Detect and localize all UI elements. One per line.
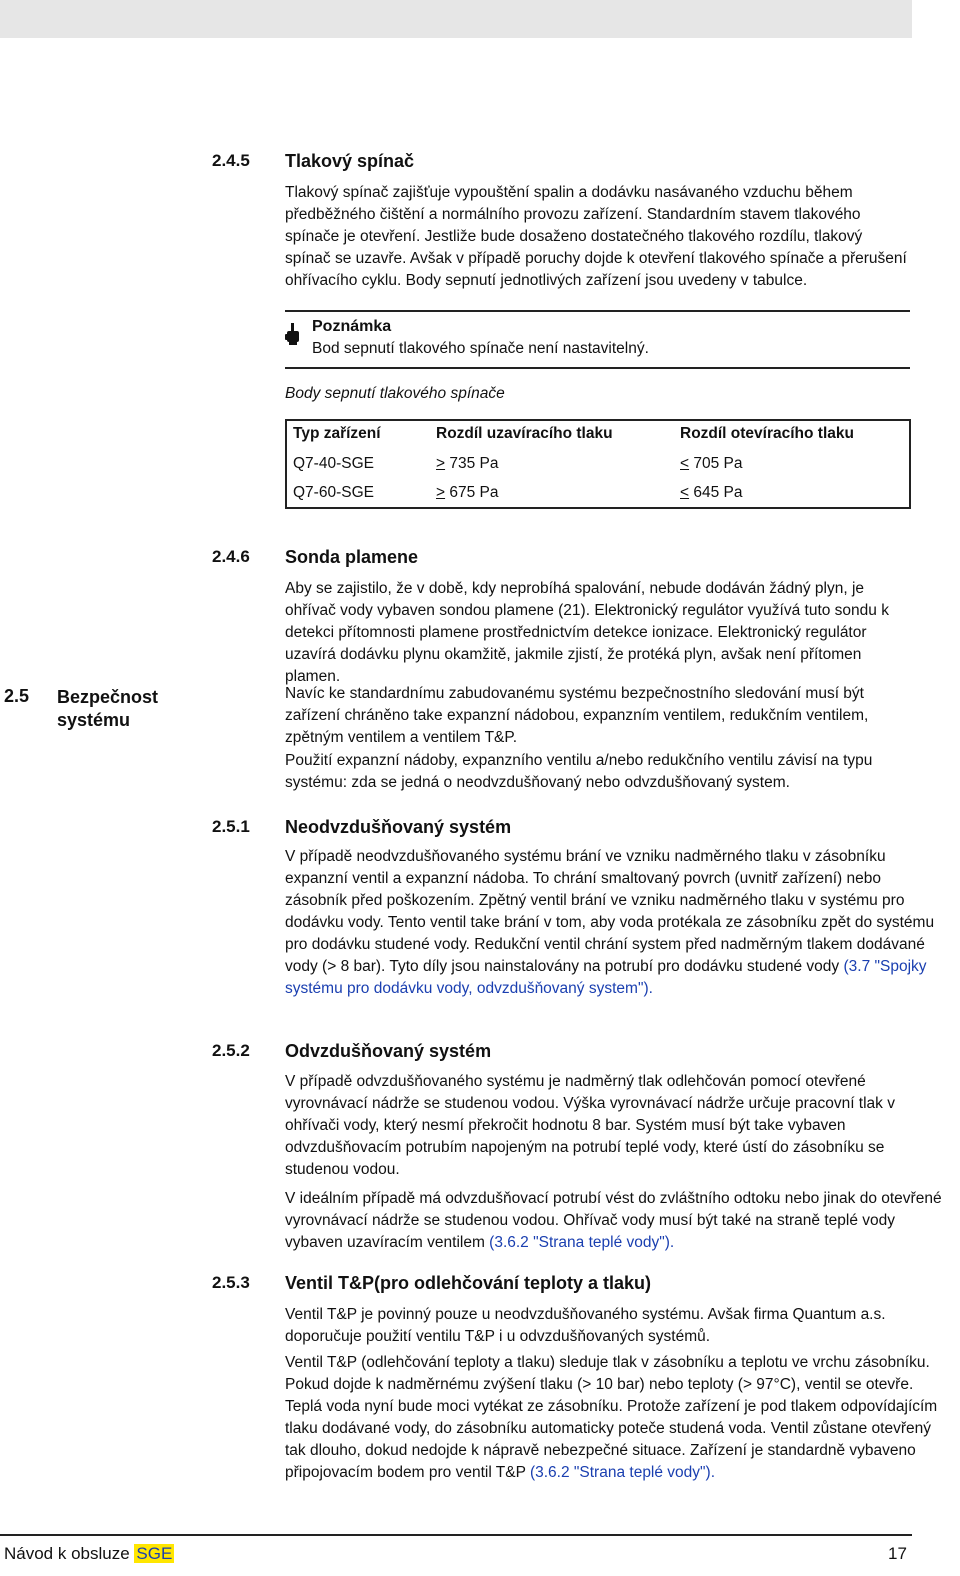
brand-highlight: SGE (136, 1544, 173, 1563)
section-title-tp-valve: Ventil T&P(pro odlehčování teploty a tlaku) (285, 1273, 652, 1293)
tp-valve-paragraph-1: Ventil T&P je povinný pouze u neodvzdušňovaného systému. Avšak firma Quantum a.s. doporučuje použití ventilu T&P i u odvzdušňovaných systémů. (285, 1306, 886, 1345)
note-text: Bod sepnutí tlakového spínače není nastavitelný. (312, 340, 649, 357)
note-bottom-rule (285, 367, 910, 369)
section-number-2-5-3: 2.5.3 (212, 1273, 250, 1292)
table-row (286, 449, 910, 478)
cell-type: Q7-60-SGE (293, 484, 374, 501)
section-title-flame-probe: Sonda plamene (285, 547, 419, 567)
section-number-2-4-5: 2.4.5 (212, 151, 250, 170)
section-number-2-5-1: 2.5.1 (212, 817, 250, 836)
system-safety-paragraph-1: Navíc ke standardnímu zabudovanému systému bezpečnostního sledování musí být zařízení chráněno take expanzní nádobou, expanzním ventilem, redukčním ventilem, zpětným ventilem a ventilem T&P. (285, 685, 869, 746)
table-row (286, 478, 910, 508)
pressure-switch-paragraph: Tlakový spínač zajišťuje vypouštění spalin a dodávku nasávaného vzduchu během předběžného čištění a normálního provozu zařízení. Standardním stavem tlakového spínače je otevření. Jestliže bude dosaženo dostatečného tlakového rozdílu, tlakový spínač se uzavře. Avšak v případě poruchy dojde k otevření tlakového spínače a přerušení ohřívacího cyklu. Body sepnutí jednotlivých zařízení jsou uvedeny v tabulce. (285, 184, 907, 289)
pointing-hand-icon (284, 322, 302, 346)
note-title: Poznámka (312, 318, 392, 335)
section-number-2-5: 2.5 (4, 686, 30, 706)
cell-closing: > 735 Pa (436, 455, 499, 472)
tp-valve-paragraph-2: Ventil T&P (odlehčování teploty a tlaku) sleduje tlak v zásobníku a teplotu ve vrchu zásobníku. Pokud dojde k nadměrnému zvýšení tlaku (> 10 bar) nebo teploty (> 97°C), ventil se otevře. Teplá voda nyní bude moci vytékat ze zásobníku. Protože zařízení je pod tlakem odpovídajícím tlaku dodávané vody, do zásobníku automaticky poteče studená voda. Ventil zůstane otevřený tak dlouho, dokud nedojde k nápravě nebezpečné situace. Zařízení je standardně vybaveno připojovacím bodem pro ventil T&P (3.6.2 "Strana teplé vody"). (285, 1354, 938, 1481)
header-closing-pressure: Rozdíl uzavíracího tlaku (436, 425, 613, 442)
header-device-type: Typ zařízení (293, 425, 381, 442)
footer-rule (0, 1534, 912, 1536)
cell-opening: < 705 Pa (680, 455, 743, 472)
header-opening-pressure: Rozdíl otevíracího tlaku (680, 425, 854, 442)
cell-opening: < 645 Pa (680, 484, 743, 501)
unvented-system-paragraph: V případě neodvzdušňovaného systému brání ve vzniku nadměrného tlaku v zásobníku expanzní ventil a expanzní nádoba. To chrání smaltovaný povrch (uvnitř zařízení) nebo zásobník před poškozením. Zpětný ventil brání ve vzniku nadměrného tlaku v systému pro dodávku vody. Tento ventil take brání v tom, aby voda protékala ze zásobníku zpět do systému pro dodávku studené vody. Redukční ventil chrání system před nadměrným tlakem dodávané vody (> 8 bar). Tyto díly jsou nainstalovány na potrubí pro dodávku studené vody (3.7 "Spojky systému pro dodávku vody, odvzdušňovaný system"). (285, 848, 935, 997)
section-title-pressure-switch: Tlakový spínač (285, 151, 415, 171)
section-title-system-safety: Bezpečnost systému (57, 687, 159, 730)
link-3-6-2[interactable]: (3.6.2 "Strana teplé vody"). (489, 1234, 675, 1251)
link-3-6-2-b[interactable]: (3.6.2 "Strana teplé vody"). (529, 1464, 716, 1481)
link-3-7[interactable]: (3.7 "Spojky systému pro dodávku vody, odvzdušňovaný system"). (285, 958, 927, 997)
pressure-table (285, 419, 911, 509)
system-safety-paragraph-2: Použití expanzní nádoby, expanzního ventilu a/nebo redukčního ventilu závisí na typu systému: zda se jedná o neodvzdušňovaný nebo odvzdušňovaný system. (285, 752, 873, 791)
vented-system-paragraph-1: V případě odvzdušňovaného systému je nadměrný tlak odlehčován pomocí otevřené vyrovnávací nádrže se studenou vodou. Výška vyrovnávací nádrže určuje pracovní tlak v ohřívači vody, který nesmí překročit hodnotu 8 bar. Systém musí být take vybaven odvzdušňovacím potrubím napojeným na potrubí teplé vody, které ústí do zásobníku se studenou vodou. (285, 1073, 895, 1178)
cell-closing: > 675 Pa (436, 484, 499, 501)
section-number-2-4-6: 2.4.6 (212, 547, 250, 566)
note-top-rule (285, 310, 910, 312)
section-title-unvented-system: Neodvzdušňovaný systém (285, 817, 512, 837)
top-bar (0, 0, 912, 38)
vented-system-paragraph-2: V ideálním případě má odvzdušňovací potrubí vést do zvláštního odtoku nebo jinak do otevřené vyrovnávací nádrže se studenou vodou. Ohřívač vody musí být také na straně teplé vody vybaven uzavíracím ventilem (3.6.2 "Strana teplé vody"). (285, 1190, 942, 1251)
section-number-2-5-2: 2.5.2 (212, 1041, 250, 1060)
footer-manual-title: Návod k obsluze SGE (4, 1544, 173, 1563)
section-title-vented-system: Odvzdušňovaný systém (285, 1041, 492, 1061)
page-number: 17 (888, 1544, 907, 1563)
cell-type: Q7-40-SGE (293, 455, 374, 472)
table-header-row (286, 420, 910, 449)
table-caption: Body sepnutí tlakového spínače (285, 385, 505, 402)
flame-probe-paragraph: Aby se zajistilo, že v době, kdy neprobíhá spalování, nebude dodáván žádný plyn, je ohřívač vody vybaven sondou plamene (21). Elektronický regulátor využívá tuto sondu k detekci přítomnosti plamene prostřednictvím detekce ionizace. Elektronický regulátor uzavírá dodávku plynu okamžitě, jakmile zjistí, že protéká plyn, avšak není přítomen plamen. (285, 580, 889, 685)
